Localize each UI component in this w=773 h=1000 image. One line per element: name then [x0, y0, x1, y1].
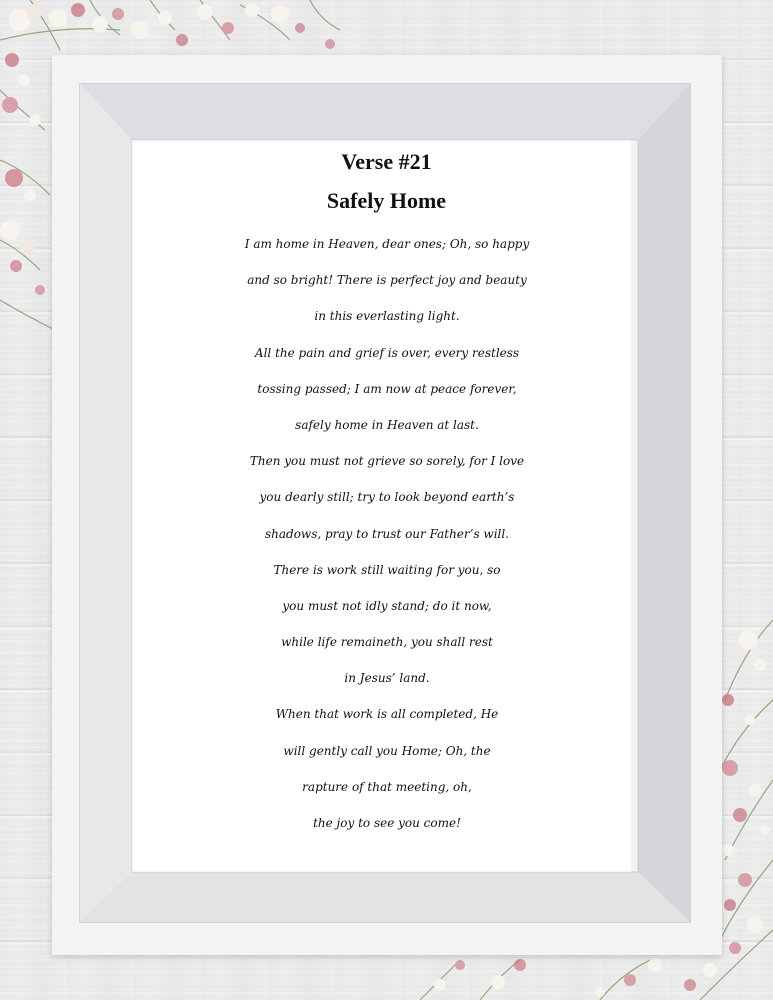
- poem-line: in Jesus’ land.: [344, 671, 430, 686]
- poem-line: the joy to see you come!: [313, 816, 461, 830]
- verse-number-heading: Verse #21: [341, 149, 432, 174]
- poem-line: while life remaineth, you shall rest: [281, 635, 493, 650]
- poem-line: Then you must not grieve so sorely, for I love: [249, 454, 525, 469]
- poem-line: All the pain and grief is over, every restless: [254, 345, 520, 360]
- poem-line: you dearly still; try to look beyond earth’s: [259, 490, 515, 505]
- poem-line: and so bright! There is perfect joy and beauty: [247, 273, 527, 288]
- poem-line: tossing passed; I am now at peace forever,: [257, 381, 517, 396]
- poem-line: you must not idly stand; do it now,: [282, 598, 492, 613]
- poem-line: rapture of that meeting, oh,: [302, 779, 472, 794]
- poem-line: When that work is all completed, He: [275, 707, 499, 722]
- poem-line: There is work still waiting for you, so: [273, 562, 501, 577]
- verse-title: Safely Home: [326, 188, 447, 213]
- poem-text: [132, 226, 642, 841]
- poem-line: in this everlasting light.: [314, 309, 460, 324]
- poem-line: will gently call you Home; Oh, the: [283, 743, 491, 758]
- poem-line: I am home in Heaven, dear ones; Oh, so happy: [244, 237, 530, 251]
- poem-line: shadows, pray to trust our Father’s will.: [264, 526, 510, 541]
- poem-line: safely home in Heaven at last.: [295, 417, 479, 432]
